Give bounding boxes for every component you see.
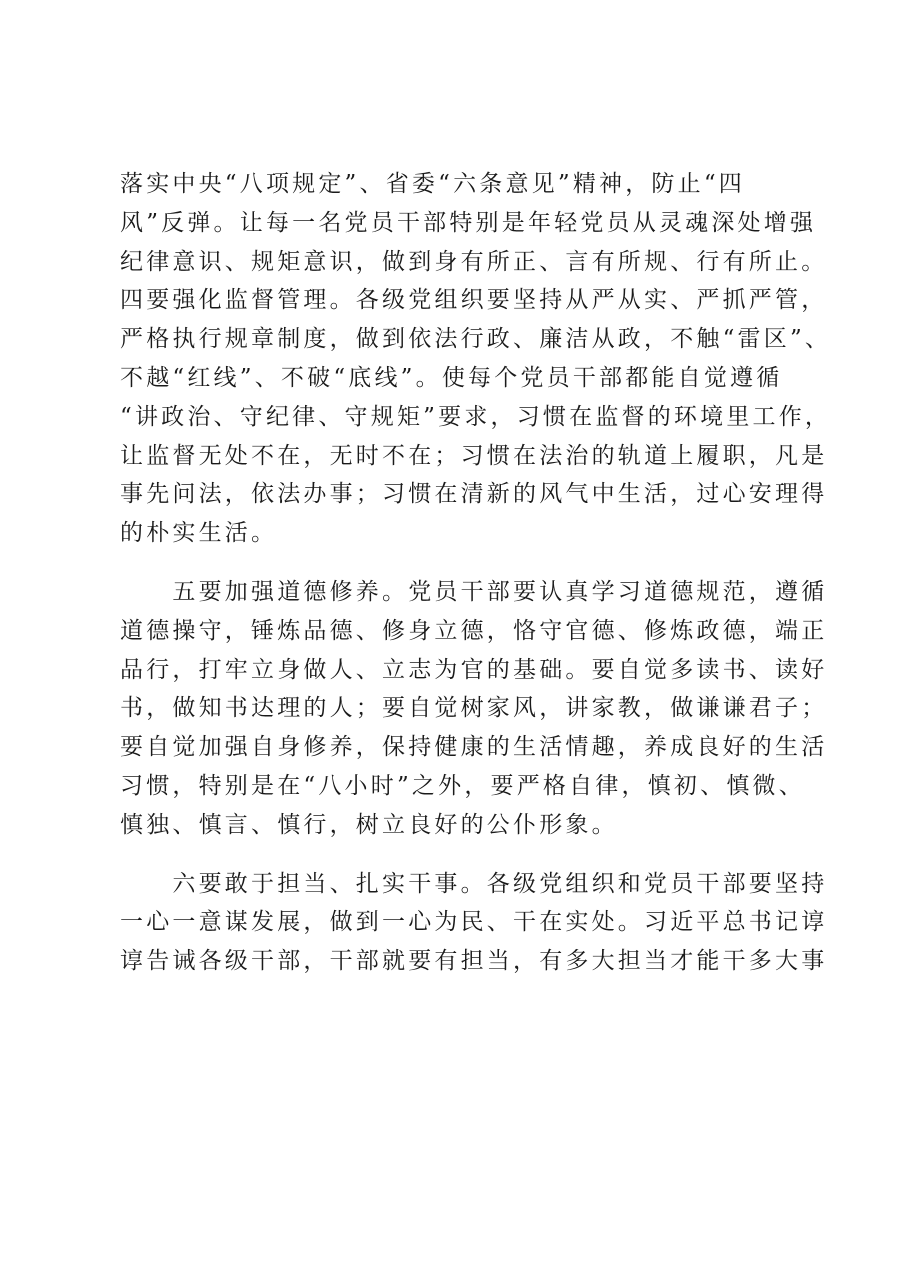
- text-line: 书，做知书达理的人；要自觉树家风，讲家教，做谦谦君子；: [120, 695, 828, 722]
- text-line: 习惯，特别是在“八小时”之外，要严格自律，慎初、慎微、: [120, 772, 805, 799]
- text-line: 事先问法，依法办事；习惯在清新的风气中生活，过心安理得: [120, 481, 828, 508]
- document-body: [120, 165, 832, 981]
- text-line: 的朴实生活。: [120, 520, 278, 547]
- text-line: “讲政治、守纪律、守规矩”要求，习惯在监督的环境里工作，: [120, 403, 832, 430]
- paragraph-gap: [120, 553, 810, 573]
- paragraph-gap: [120, 845, 810, 865]
- text-line: 一心一意谋发展，做到一心为民、干在实处。习近平总书记谆: [120, 909, 828, 936]
- text-line: 不越“红线”、不破“底线”。使每个党员干部都能自觉遵循: [120, 364, 783, 391]
- text-line: 四要强化监督管理。各级党组织要坚持从严从实、严抓严管，: [120, 287, 828, 314]
- text-line: 五要加强道德修养。党员干部要认真学习道德规范，遵循: [120, 578, 828, 605]
- text-line: 六要敢于担当、扎实干事。各级党组织和党员干部要坚持: [120, 870, 828, 897]
- text-line: 落实中央“八项规定”、省委“六条意见”精神，防止“四: [120, 171, 745, 197]
- text-line: 风”反弹。让每一名党员干部特别是年轻党员从灵魂深处增强: [120, 209, 817, 236]
- text-line: 品行，打牢立身做人、立志为官的基础。要自觉多读书、读好: [120, 656, 828, 683]
- text-line: 让监督无处不在，无时不在；习惯在法治的轨道上履职，凡是: [120, 442, 828, 469]
- text-line: 要自觉加强自身修养，保持健康的生活情趣，养成良好的生活: [120, 734, 828, 761]
- text-line: 谆告诫各级干部，干部就要有担当，有多大担当才能干多大事: [120, 948, 828, 975]
- text-line: 慎独、慎言、慎行，树立良好的公仆形象。: [120, 811, 618, 838]
- text-line: 严格执行规章制度，做到依法行政、廉洁从政，不触“雷区”、: [120, 326, 832, 353]
- text-line: 纪律意识、规矩意识，做到身有所正、言有所规、行有所止。: [120, 248, 828, 275]
- text-line: 道德操守，锤炼品德、修身立德，恪守官德、修炼政德，端正: [120, 617, 828, 644]
